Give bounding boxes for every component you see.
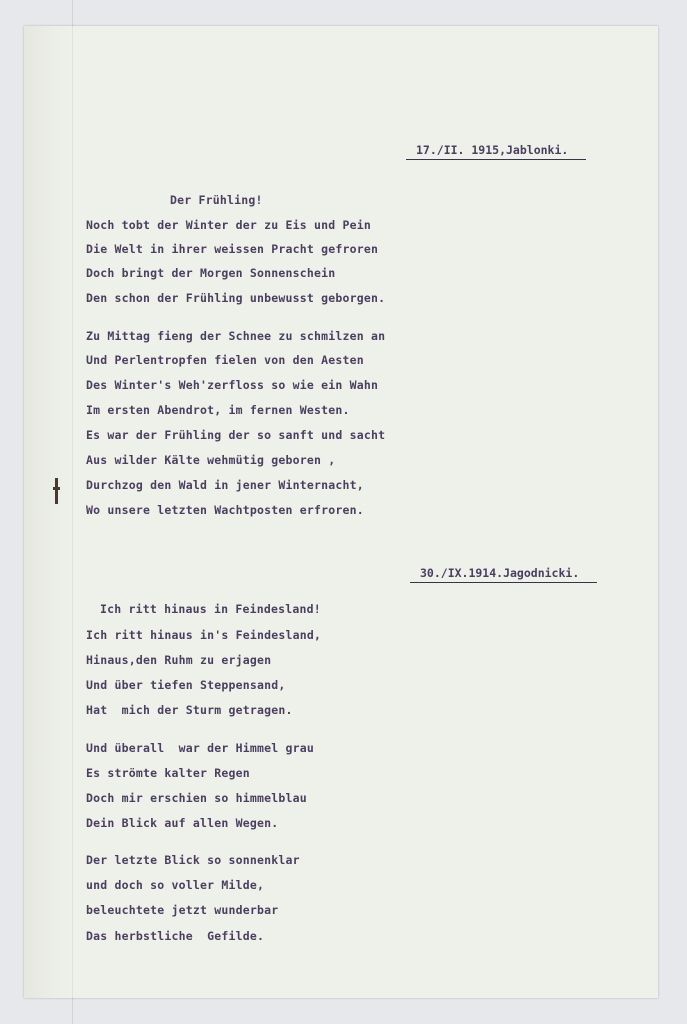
poem2-line: Es strömte kalter Regen — [86, 766, 250, 780]
poem1-line: Den schon der Frühling unbewusst geborgen. — [86, 291, 386, 305]
poem2-line: Und überall war der Himmel grau — [86, 741, 314, 755]
poem2-line: beleuchtete jetzt wunderbar — [86, 903, 279, 917]
poem2-line: Und über tiefen Steppensand, — [86, 678, 286, 692]
poem2-dateline: 30./IX.1914.Jagodnicki. — [410, 566, 597, 583]
poem2-line: Hinaus,den Ruhm zu erjagen — [86, 653, 272, 667]
poem1-line: Noch tobt der Winter der zu Eis und Pein — [86, 218, 371, 232]
poem2-line: Hat mich der Sturm getragen. — [86, 703, 293, 717]
poem1-line: Und Perlentropfen fielen von den Aesten — [86, 353, 364, 367]
poem1-line: Doch bringt der Morgen Sonnenschein — [86, 266, 336, 280]
poem2-line: Das herbstliche Gefilde. — [86, 929, 265, 943]
poem2-line: Ich ritt hinaus in's Feindesland, — [86, 628, 322, 642]
poem1-line: Aus wilder Kälte wehmütig geboren , — [86, 453, 336, 467]
poem1-line: Durchzog den Wald in jener Winternacht, — [86, 478, 364, 492]
poem1-line: Im ersten Abendrot, im fernen Westen. — [86, 403, 350, 417]
poem2-title: Ich ritt hinaus in Feindesland! — [100, 602, 321, 616]
poem2-line: Doch mir erschien so himmelblau — [86, 791, 307, 805]
poem1-line: Zu Mittag fieng der Schnee zu schmilzen an — [86, 329, 386, 343]
poem2-line: Der letzte Blick so sonnenklar — [86, 853, 300, 867]
poem1-line: Des Winter's Weh'zerfloss so wie ein Wahn — [86, 378, 379, 392]
poem2-line: und doch so voller Milde, — [86, 878, 265, 892]
poem1-dateline: 17./II. 1915,Jablonki. — [406, 143, 586, 160]
poem1-line: Wo unsere letzten Wachtposten erfroren. — [86, 503, 364, 517]
poem1-line: Es war der Frühling der so sanft und sacht — [86, 428, 386, 442]
poem1-title: Der Frühling! — [170, 193, 263, 207]
poem1-line: Die Welt in ihrer weissen Pracht gefroren — [86, 242, 379, 256]
binding-strip — [24, 26, 73, 998]
binder-clip — [53, 478, 59, 504]
poem2-line: Dein Blick auf allen Wegen. — [86, 816, 279, 830]
